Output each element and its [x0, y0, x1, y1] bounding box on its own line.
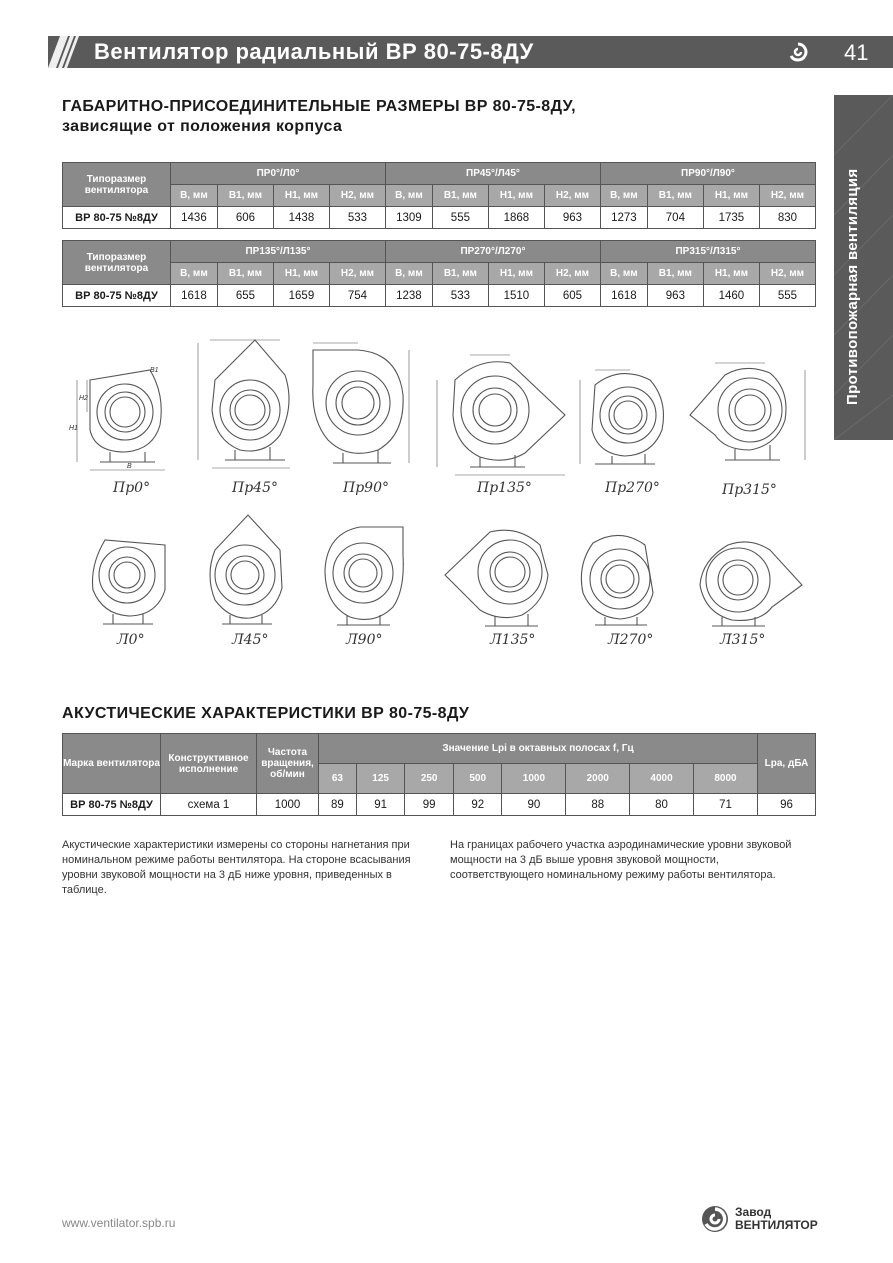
table-cell: 89: [319, 794, 357, 816]
fan-drawing-pr0: [65, 340, 175, 475]
fan-drawing-l270: [575, 525, 670, 630]
group-header: ПР315°/Л315°: [600, 241, 815, 263]
caption-pr90: Пр90°: [343, 480, 389, 496]
fan-drawing-l135: [440, 520, 570, 630]
group-header: ПР45°/Л45°: [385, 163, 600, 185]
table-cell: 71: [693, 794, 757, 816]
col-header: H2, мм: [544, 185, 600, 207]
group-header: ПР135°/Л135°: [171, 241, 386, 263]
col-header: B, мм: [600, 263, 647, 285]
fan-drawing-l0: [85, 520, 175, 630]
table-cell: 963: [544, 207, 600, 229]
table-cell: 96: [758, 794, 816, 816]
col-header: H2, мм: [329, 263, 385, 285]
band-header: 2000: [566, 764, 630, 794]
fan-drawing-l45: [200, 510, 290, 630]
table-cell: 1438: [273, 207, 329, 229]
fan-drawing-pr135: [425, 345, 570, 480]
band-header: 500: [453, 764, 502, 794]
band-header: 8000: [693, 764, 757, 794]
acoustic-note-right: На границах рабочего участка аэродинамические уровни звуковой мощности на 3 дБ выше уровня звуковой мощности, соответствующего номинальному режиму работы вентилятора.: [450, 839, 792, 881]
table-cell: 1309: [385, 207, 432, 229]
table-cell: 704: [647, 207, 703, 229]
page-number: 41: [844, 40, 869, 65]
dim-label-h2: H2: [79, 395, 88, 402]
col-header: H1, мм: [488, 185, 544, 207]
fan-drawing-l90: [315, 515, 410, 630]
speed-header: Частота вращения, об/мин: [257, 734, 319, 794]
table-cell: 555: [759, 285, 815, 307]
fan-drawing-l315: [690, 525, 805, 630]
col-header: B, мм: [171, 185, 218, 207]
col-header: B, мм: [171, 263, 218, 285]
caption-pr0: Пр0°: [113, 480, 151, 496]
acoustic-title: АКУСТИЧЕСКИЕ ХАРАКТЕРИСТИКИ ВР 80-75-8ДУ: [62, 705, 470, 722]
size-header: Типоразмер вентилятора: [63, 241, 171, 285]
design-header: Конструктивное исполнение: [161, 734, 257, 794]
table-cell: 830: [759, 207, 815, 229]
col-header: H2, мм: [544, 263, 600, 285]
row-name: ВР 80-75 №8ДУ: [63, 207, 171, 229]
dimensions-table-2: [62, 240, 816, 307]
table-cell: 1460: [703, 285, 759, 307]
table-cell: 1510: [488, 285, 544, 307]
band-header: 4000: [630, 764, 694, 794]
col-header: B1, мм: [647, 185, 703, 207]
table-cell: 963: [647, 285, 703, 307]
header-slash-decoration: [48, 36, 84, 68]
table-cell: 1273: [600, 207, 647, 229]
footer-brand-line2: ВЕНТИЛЯТОР: [735, 1218, 818, 1232]
row-name: ВР 80-75 №8ДУ: [63, 794, 161, 816]
fan-drawing-pr90: [303, 335, 413, 475]
col-header: H2, мм: [759, 185, 815, 207]
band-header: 250: [405, 764, 454, 794]
table-cell: 533: [432, 285, 488, 307]
col-header: H2, мм: [329, 185, 385, 207]
table-cell: 606: [217, 207, 273, 229]
table-cell: 99: [405, 794, 454, 816]
size-header: Типоразмер вентилятора: [63, 163, 171, 207]
table-cell: 1618: [600, 285, 647, 307]
table-cell: 91: [356, 794, 405, 816]
table-cell: 655: [217, 285, 273, 307]
caption-pr45: Пр45°: [232, 480, 278, 496]
caption-pr135: Пр135°: [477, 480, 532, 496]
band-header: 1000: [502, 764, 566, 794]
row-name: ВР 80-75 №8ДУ: [63, 285, 171, 307]
table-cell: 555: [432, 207, 488, 229]
company-logo-icon: [788, 42, 808, 62]
col-header: H1, мм: [273, 263, 329, 285]
caption-l135: Л135°: [490, 632, 536, 648]
col-header: B, мм: [385, 263, 432, 285]
caption-l90: Л90°: [346, 632, 383, 648]
col-header: B1, мм: [647, 263, 703, 285]
brand-header: Марка вентилятора: [63, 734, 161, 794]
acoustic-note-left: Акустические характеристики измерены со стороны нагнетания при номинальном режиме работы вентилятора. На стороне всасывания уровни звуковой мощности на 3 дБ ниже уровня, приведенных в таблице.: [62, 839, 411, 896]
footer-url[interactable]: www.ventilator.spb.ru: [62, 1216, 176, 1230]
table-cell: 1868: [488, 207, 544, 229]
table-cell: 90: [502, 794, 566, 816]
dimensions-subtitle: зависящие от положения корпуса: [62, 118, 343, 135]
dim-label-h1: H1: [69, 425, 78, 432]
caption-l0: Л0°: [117, 632, 145, 648]
dimensions-title: ГАБАРИТНО-ПРИСОЕДИНИТЕЛЬНЫЕ РАЗМЕРЫ ВР 80-75-8ДУ,: [62, 98, 576, 115]
band-header: 125: [356, 764, 405, 794]
acoustic-table: [62, 733, 816, 816]
table-row: [63, 285, 816, 307]
caption-l315: Л315°: [720, 632, 766, 648]
table-cell: схема 1: [161, 794, 257, 816]
side-tab-stripes: [834, 95, 893, 440]
band-group-header: Значение Lpi в октавных полосах f, Гц: [319, 734, 758, 764]
col-header: H1, мм: [273, 185, 329, 207]
col-header: B1, мм: [432, 263, 488, 285]
table-cell: 754: [329, 285, 385, 307]
group-header: ПР0°/Л0°: [171, 163, 386, 185]
table-row: [63, 207, 816, 229]
side-tab-label: Противопожарная вентиляция: [844, 168, 861, 405]
table-cell: 1000: [257, 794, 319, 816]
dim-label-b: B: [127, 463, 132, 470]
footer-brand-line1: Завод: [735, 1205, 772, 1219]
col-header: B1, мм: [432, 185, 488, 207]
caption-pr270: Пр270°: [605, 480, 660, 496]
caption-pr315: Пр315°: [722, 482, 777, 498]
page-header: [48, 36, 893, 68]
fan-drawing-pr45: [190, 335, 300, 475]
side-section-tab: [834, 95, 893, 440]
col-header: B, мм: [600, 185, 647, 207]
caption-l270: Л270°: [608, 632, 654, 648]
fan-drawing-pr270: [570, 360, 675, 475]
col-header: H2, мм: [759, 263, 815, 285]
page-title: Вентилятор радиальный ВР 80-75-8ДУ: [94, 39, 534, 64]
col-header: H1, мм: [488, 263, 544, 285]
table-cell: 1659: [273, 285, 329, 307]
fan-drawing-pr315: [685, 345, 815, 475]
table-cell: 92: [453, 794, 502, 816]
caption-l45: Л45°: [232, 632, 269, 648]
table-cell: 1436: [171, 207, 218, 229]
group-header: ПР90°/Л90°: [600, 163, 815, 185]
col-header: B, мм: [385, 185, 432, 207]
table-cell: 1618: [171, 285, 218, 307]
table-cell: 80: [630, 794, 694, 816]
col-header: B1, мм: [217, 263, 273, 285]
table-cell: 1735: [703, 207, 759, 229]
footer-logo-icon: [700, 1204, 730, 1234]
dimensions-table-1: [62, 162, 816, 229]
table-cell: 533: [329, 207, 385, 229]
footer-brand: [735, 1206, 818, 1232]
band-header: 63: [319, 764, 357, 794]
dim-label-b1: B1: [150, 367, 159, 374]
table-cell: 605: [544, 285, 600, 307]
table-cell: 1238: [385, 285, 432, 307]
table-row: [63, 794, 816, 816]
group-header: ПР270°/Л270°: [385, 241, 600, 263]
col-header: B1, мм: [217, 185, 273, 207]
table-cell: 88: [566, 794, 630, 816]
col-header: H1, мм: [703, 263, 759, 285]
col-header: H1, мм: [703, 185, 759, 207]
lpa-header: Lpa, дБА: [758, 734, 816, 794]
